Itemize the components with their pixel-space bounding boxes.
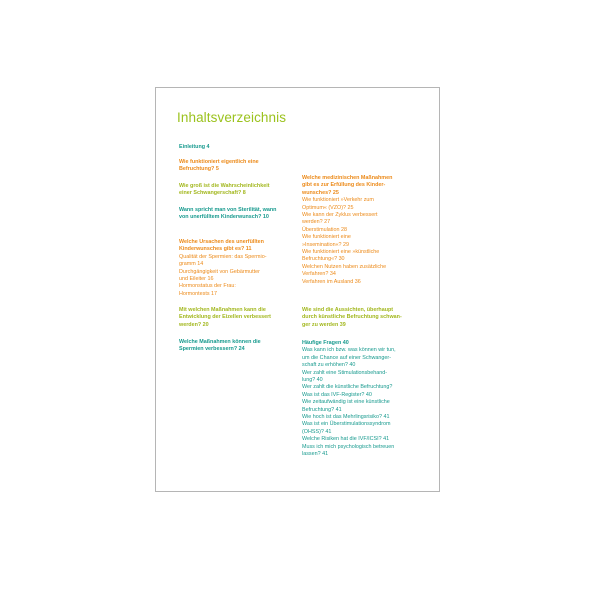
toc-entry <box>179 239 299 298</box>
toc-heading: Welche Ursachen des unerfüllten Kinderwunsches gibt es? 11 <box>179 239 264 253</box>
toc-entry <box>302 307 422 329</box>
toc-page <box>155 87 440 492</box>
toc-entry <box>179 159 299 174</box>
toc-subentries: Wie funktioniert »Verkehr zum Optimum« (VZO)? 25 Wie kann der Zyklus verbessert werden? 27 Überstimulation 28 Wie funktioniert eine »Insemination«? 29 Wie funktioniert eine »künstliche Befruchtung«? 30 Welchen Nutzen haben zusätzliche Verfahren? 34 Verfahren im Ausland 36 <box>302 197 387 285</box>
toc-heading: Welche medizinischen Maßnahmen gibt es zur Erfüllung des Kinder- wunsches? 25 <box>302 175 393 196</box>
toc-heading: Welche Maßnahmen können die Spermien verbessern? 24 <box>179 339 261 353</box>
toc-heading: Wann spricht man von Sterilität, wann von unerfülltem Kinderwunsch? 10 <box>179 207 277 221</box>
toc-entry <box>179 144 299 151</box>
toc-entry <box>179 183 299 198</box>
toc-entry <box>302 340 422 459</box>
toc-subentries: Was kann ich bzw. was können wir tun, um die Chance auf einer Schwanger- schaft zu erhöhen? 40 Wer zahlt eine Stimulationsbehand- lung? 40 Wer zahlt die künstliche Befruchtung? Was ist das IVF-Register? 40 Wie zeitaufwändig ist eine künstliche Befruchtung? 41 Wie hoch ist das Mehrlingsrisiko? 41 Was ist ein Überstimulationssyndrom (OHSS)? 41 Welche Risiken hat die IVF/ICSI? 41 Muss ich mich psychologisch betreuen lassen? 41 <box>302 347 396 458</box>
toc-heading: Wie groß ist die Wahrscheinlichkeit einer Schwangerschaft? 8 <box>179 183 270 197</box>
toc-entry <box>179 339 299 354</box>
toc-heading: Wie sind die Aussichten, überhaupt durch künstliche Befruchtung schwan- ger zu werden 39 <box>302 307 402 328</box>
toc-entry <box>302 175 422 286</box>
toc-heading: Mit welchen Maßnahmen kann die Entwicklung der Eizellen verbessert werden? 20 <box>179 307 271 328</box>
page-title: Inhaltsverzeichnis <box>177 110 287 125</box>
toc-heading: Wie funktioniert eigentlich eine Befruchtung? 5 <box>179 159 259 173</box>
toc-heading: Einleitung 4 <box>179 144 210 150</box>
toc-subentries: Qualität der Spermien: das Spermio- gramm 14 Durchgängigkeit von Gebärmutter und Eileiter 16 Hormonstatus der Frau: Hormontests 17 <box>179 253 267 297</box>
toc-entry <box>179 307 299 329</box>
toc-heading: Häufige Fragen 40 <box>302 340 349 346</box>
toc-entry <box>179 207 299 222</box>
